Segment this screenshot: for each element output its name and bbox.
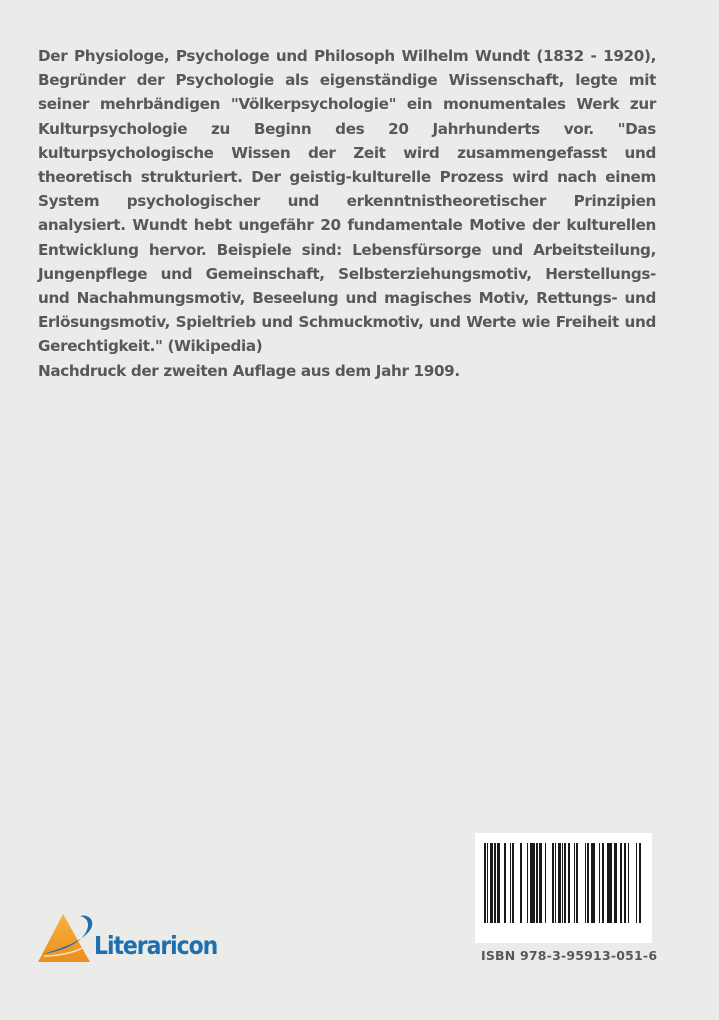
isbn-barcode [475,833,652,943]
isbn-number: ISBN 978-3-95913-051-6 [481,948,658,963]
publisher-logo [36,910,236,970]
description-paragraph: Der Physiologe, Psychologe und Philosoph Wilhelm Wundt (1832 - 1920), Begründer der Psychologie als eigenständige Wissenschaft, legte mit seiner mehrbändigen "Völkerpsychologie" ein monumentales Werk zur Kulturpsychologie zu Beginn des 20 Jahrhunderts vor. "Das kulturpsychologische Wissen der Zeit wird zusammengefasst und theoretisch strukturiert. Der geistig-kulturelle Prozess wird nach einem System psychologischer und erkenntnistheoretischer Prinzipien analysiert. Wundt hebt ungefähr 20 fundamentale Motive der kulturellen Entwicklung hervor. Beispiele sind: Lebensfürsorge und Arbeitsteilung, Jungenpflege und Gemeinschaft, Selbsterziehungsmotiv, Herstellungs- und Nachahmungsmotiv, Beseelung und magisches Motiv, Rettungs- und Erlösungsmotiv, Spieltrieb und Schmuckmotiv, und Werte wie Freiheit und Gerechtigkeit." (Wikipedia) [38,47,656,356]
publisher-name: Literaricon [94,931,218,960]
triangle-swoosh-logo-icon [36,910,98,966]
back-cover-blurb [38,44,656,383]
barcode-icon [475,833,652,943]
reprint-note: Nachdruck der zweiten Auflage aus dem Jahr 1909. [38,361,460,380]
